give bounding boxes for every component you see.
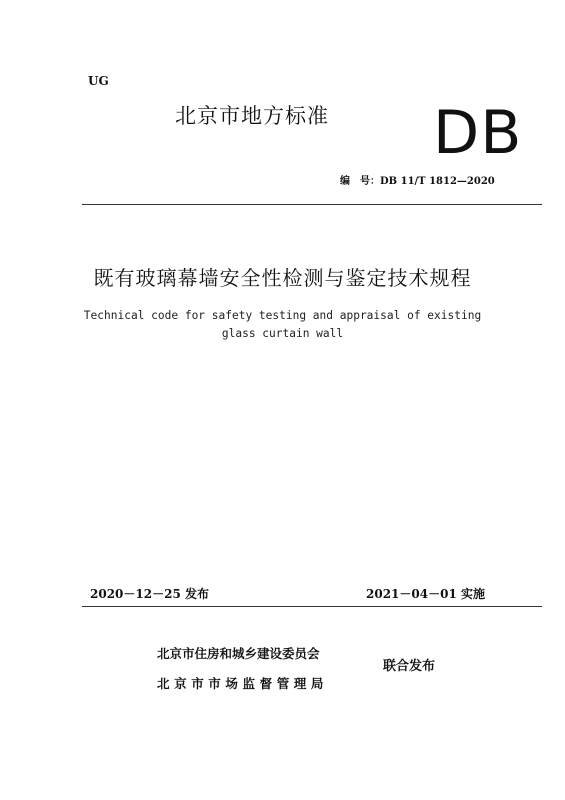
top-divider [82,204,542,205]
document-title-english [0,307,565,343]
db-logo: DB [433,98,523,168]
issuer-market-regulation: 北京市市场监督管理局 [157,676,329,691]
document-title-chinese: 既有玻璃幕墙安全性检测与鉴定技术规程 [93,266,472,290]
issue-date: 2020－12－25 发布 [90,587,209,601]
issuer-housing-commission: 北京市住房和城乡建设委员会 [157,646,320,661]
code-mark: UG [88,74,109,88]
implementation-date: 2021－04－01 实施 [366,587,485,601]
english-title-line-1: Technical code for safety testing and appraisal of existing [83,309,482,322]
bottom-divider [82,606,542,607]
joint-issue-label: 联合发布 [383,659,436,674]
english-title-line-2: glass curtain wall [221,327,344,340]
standard-number: 编 号：DB 11/T 1812—2020 [340,176,495,187]
standard-name: 北京市地方标准 [175,104,329,128]
